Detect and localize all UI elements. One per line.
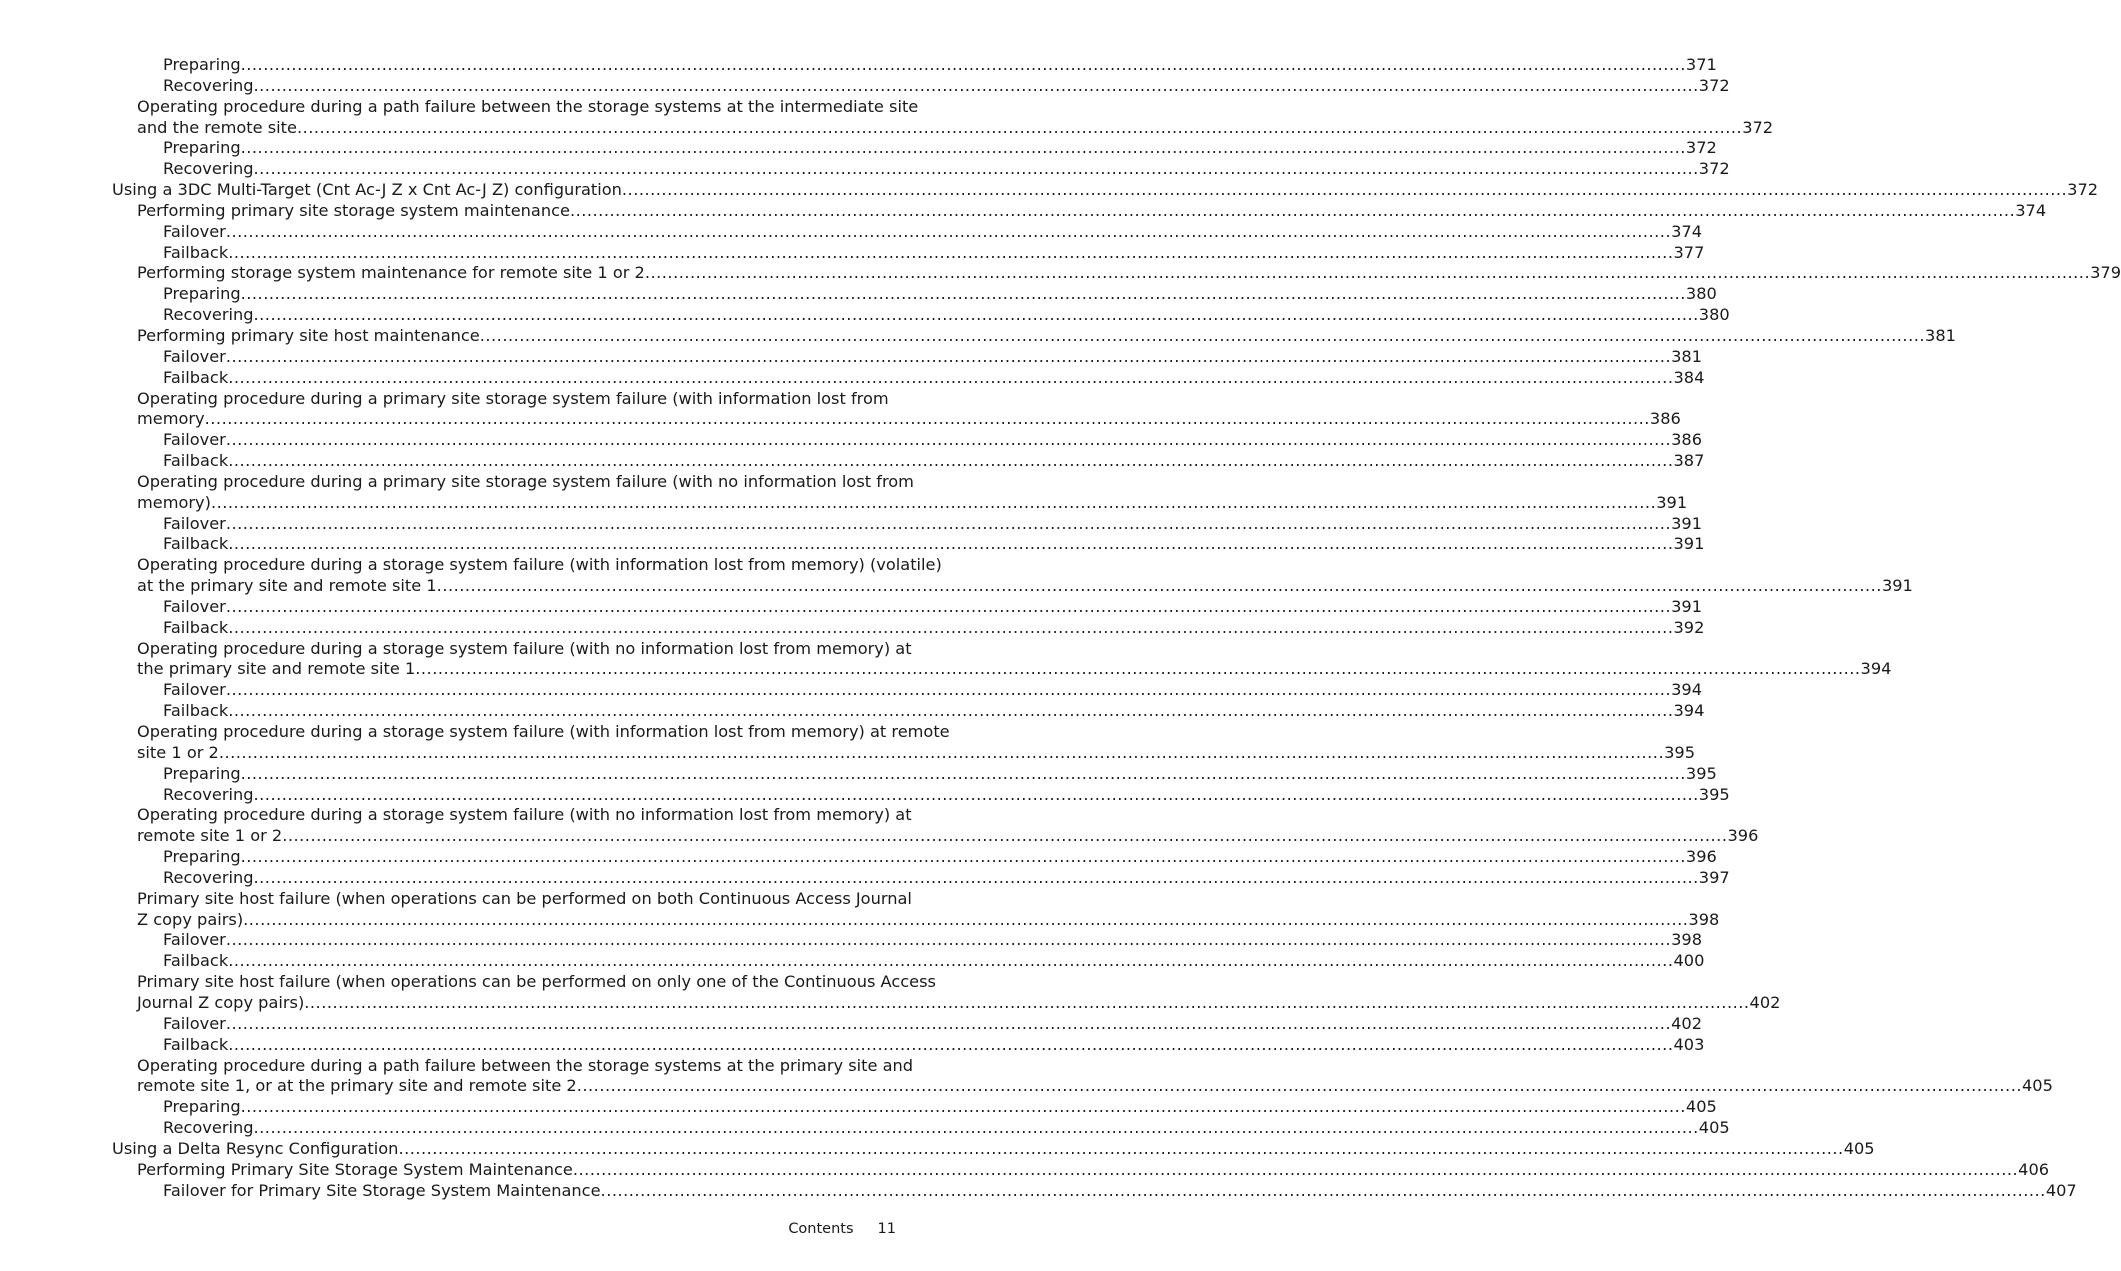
toc-entry-page-number: 391	[1656, 492, 1688, 512]
toc-entry[interactable]	[0, 701, 1705, 722]
toc-entry-title: Preparing	[163, 763, 241, 783]
toc-entry-title: Recovering	[163, 159, 254, 179]
toc-entry-page-number: 405	[1685, 1097, 1717, 1117]
toc-entry-line2	[137, 492, 1688, 514]
toc-entry[interactable]	[0, 471, 1688, 514]
toc-entry-page-number: 380	[1698, 305, 1730, 325]
toc-entry-page-number: 405	[1698, 1118, 1730, 1138]
dot-leader	[254, 785, 1699, 806]
toc-entry-page-number: 396	[1685, 847, 1717, 867]
dot-leader	[226, 347, 1671, 368]
toc-entry-page-number: 380	[1685, 284, 1717, 304]
toc-entry-page-number: 371	[1685, 55, 1717, 74]
toc-entry-title: Failback	[163, 701, 229, 721]
toc-entry-page-number: 374	[2015, 200, 2047, 220]
toc-entry[interactable]	[0, 180, 2099, 201]
dot-leader	[226, 680, 1671, 701]
toc-entry-title: Recovering	[163, 1118, 254, 1138]
toc-entry-page-number: 381	[1925, 325, 1956, 345]
toc-entry[interactable]	[0, 972, 1781, 1014]
toc-entry-title: Journal Z copy pairs)	[137, 992, 305, 1012]
toc-entry-title: Failback	[163, 951, 229, 971]
toc-entry-page-number: 396	[1727, 826, 1759, 846]
dot-leader	[228, 368, 1673, 389]
toc-entry-page-number: 394	[1671, 680, 1703, 700]
dot-leader	[398, 1139, 1843, 1160]
toc-entry-page-number: 403	[1673, 1034, 1705, 1054]
toc-entry-title: Performing Primary Site Storage System Maintenance	[137, 1159, 573, 1179]
toc-entry-page-number: 377	[1673, 242, 1705, 262]
toc-entry-title: Preparing	[163, 847, 241, 867]
toc-entry[interactable]	[0, 867, 1730, 889]
toc-entry-title: and the remote site	[137, 117, 297, 137]
dot-leader	[226, 430, 1671, 451]
dot-leader	[437, 576, 1882, 597]
toc-entry-title: Recovering	[163, 867, 254, 887]
toc-entry[interactable]	[0, 159, 1730, 180]
dot-leader	[205, 409, 1650, 430]
toc-entry-page-number: 395	[1685, 763, 1717, 783]
toc-entry[interactable]	[0, 430, 1703, 451]
toc-entry-page-number: 387	[1673, 451, 1705, 471]
toc-entry-page-number: 391	[1673, 534, 1705, 554]
toc-entry[interactable]	[0, 534, 1705, 555]
toc-entry-page-number: 394	[1673, 701, 1705, 721]
toc-entry-page-number: 402	[1749, 992, 1781, 1012]
dot-leader	[241, 1097, 1686, 1118]
toc-entry-page-number: 379	[2090, 263, 2121, 283]
toc-entry[interactable]	[0, 888, 1720, 931]
toc-entry-page-number: 372	[1742, 117, 1774, 137]
toc-entry[interactable]	[0, 930, 1703, 951]
toc-entry-title: Preparing	[163, 138, 241, 158]
toc-entry-page-number: 402	[1671, 1013, 1703, 1033]
dot-leader	[241, 847, 1686, 868]
dot-leader	[297, 118, 1742, 139]
toc-entry-title-line1: Operating procedure during a storage system failure (with information lost from memory) (volatile)	[137, 555, 942, 575]
toc-entry[interactable]	[0, 367, 1705, 389]
page-footer	[788, 1221, 896, 1237]
toc-entry-title-line1: Primary site host failure (when operations can be performed on only one of the Continuous Access	[137, 972, 936, 992]
footer-page-number: 11	[877, 1221, 896, 1237]
toc-entry-page-number: 398	[1671, 930, 1703, 950]
toc-entry-title: Preparing	[163, 284, 241, 304]
dot-leader	[577, 1076, 2022, 1097]
toc-entry[interactable]	[0, 1055, 2053, 1098]
toc-entry-title: memory	[137, 409, 205, 429]
toc-entry-title-line1: Operating procedure during a primary site storage system failure (with no information lost from	[137, 471, 914, 491]
toc-entry-page-number: 407	[2045, 1180, 2077, 1200]
toc-entry-page-number: 386	[1649, 409, 1681, 429]
toc-entry-title: Using a 3DC Multi-Target (Cnt Ac-J Z x Cnt Ac-J Z) configuration	[112, 180, 622, 200]
dot-leader	[241, 764, 1686, 785]
toc-entry-page-number: 406	[2018, 1159, 2050, 1179]
dot-leader	[228, 618, 1673, 639]
toc-entry[interactable]	[0, 1118, 1730, 1139]
toc-entry-title: Failover	[163, 930, 226, 950]
toc-entry-line2	[137, 826, 1759, 847]
toc-entry[interactable]	[0, 638, 1892, 681]
dot-leader	[254, 76, 1699, 97]
toc-entry[interactable]	[0, 242, 1705, 264]
toc-entry-title: the primary site and remote site 1	[137, 659, 416, 679]
toc-entry[interactable]	[0, 847, 1717, 868]
toc-entry-title: Failback	[163, 1034, 229, 1054]
dot-leader	[254, 159, 1699, 180]
toc-entry-title-line1: Primary site host failure (when operations can be performed on both Continuous Access Journal	[137, 888, 912, 908]
toc-entry-title-line1: Operating procedure during a primary site storage system failure (with information lost from	[137, 388, 889, 408]
dot-leader	[254, 1118, 1699, 1139]
toc-entry[interactable]	[0, 1034, 1705, 1056]
dot-leader	[228, 1035, 1673, 1056]
dot-leader	[226, 597, 1671, 618]
dot-leader	[228, 534, 1673, 555]
toc-entry-title-line1: Operating procedure during a storage system failure (with no information lost from memory) at	[137, 638, 912, 658]
toc-entry-title: Failover	[163, 221, 226, 241]
toc-entry[interactable]	[0, 325, 1956, 347]
toc-entry-title: Failover for Primary Site Storage System Maintenance	[163, 1180, 601, 1200]
toc-entry[interactable]	[0, 805, 1759, 847]
footer-label: Contents	[788, 1221, 854, 1237]
toc-entry-page-number: 405	[1843, 1138, 1875, 1158]
toc-entry-title: Failback	[163, 242, 229, 262]
toc-entry[interactable]	[0, 617, 1705, 639]
toc-entry-title: Failover	[163, 346, 226, 366]
toc-entry-title-line1: Operating procedure during a storage system failure (with no information lost from memory) at	[137, 805, 912, 825]
toc-entry-title: Failover	[163, 513, 226, 533]
toc-entry[interactable]	[0, 1097, 1717, 1118]
dot-leader	[241, 284, 1686, 305]
toc-entry-title: at the primary site and remote site 1	[137, 576, 437, 596]
dot-leader	[601, 1181, 2046, 1202]
toc-entry-title: Failover	[163, 430, 226, 450]
toc-entry-page-number: 391	[1881, 576, 1913, 596]
table-of-contents	[0, 55, 2121, 1201]
toc-entry-page-number: 395	[1664, 742, 1696, 762]
toc-entry-line2	[137, 659, 1892, 680]
dot-leader	[226, 222, 1671, 243]
toc-entry[interactable]	[0, 784, 1730, 806]
dot-leader	[228, 243, 1673, 264]
toc-entry-title: Failback	[163, 617, 229, 637]
toc-entry-title: Performing primary site host maintenance	[137, 325, 480, 345]
toc-entry-line2	[137, 576, 1913, 597]
toc-entry-title: Failback	[163, 451, 229, 471]
toc-entry[interactable]	[0, 200, 2047, 222]
dot-leader	[241, 138, 1686, 159]
dot-leader	[211, 493, 1656, 514]
dot-leader	[241, 55, 1686, 76]
toc-entry-title-line1: Operating procedure during a path failure between the storage systems at the intermediate site	[137, 96, 919, 116]
dot-leader	[645, 263, 2090, 284]
toc-entry-title: Recovering	[163, 784, 254, 804]
toc-entry-line2	[137, 409, 1681, 430]
toc-entry-title: Failover	[163, 1013, 226, 1033]
toc-entry[interactable]	[0, 55, 1717, 76]
toc-entry-line2	[137, 1076, 2053, 1097]
toc-entry-page-number: 398	[1688, 909, 1720, 929]
toc-entry[interactable]	[0, 1138, 1875, 1160]
toc-entry-line2	[137, 909, 1720, 931]
toc-entry[interactable]	[0, 555, 1913, 597]
toc-entry-page-number: 372	[1698, 159, 1730, 179]
toc-entry-page-number: 391	[1671, 596, 1703, 616]
toc-entry-page-number: 395	[1698, 784, 1730, 804]
dot-leader	[226, 1014, 1671, 1035]
toc-entry-line2	[137, 742, 1696, 764]
dot-leader	[226, 514, 1671, 535]
toc-entry-title: Failback	[163, 367, 229, 387]
toc-entry-title: Failback	[163, 534, 229, 554]
toc-entry[interactable]	[0, 722, 1696, 764]
toc-entry-title: Performing storage system maintenance for remote site 1 or 2	[137, 263, 645, 283]
toc-entry[interactable]	[0, 305, 1730, 326]
toc-entry-page-number: 374	[1671, 221, 1703, 241]
toc-entry[interactable]	[0, 75, 1730, 97]
toc-entry-title: Using a Delta Resync Configuration	[112, 1138, 399, 1158]
toc-entry-page-number: 405	[2022, 1076, 2053, 1096]
toc-entry[interactable]	[0, 596, 1703, 618]
toc-entry[interactable]	[0, 763, 1717, 785]
toc-entry[interactable]	[0, 284, 1717, 305]
toc-entry-title: Failover	[163, 680, 226, 700]
dot-leader	[228, 951, 1673, 972]
toc-entry[interactable]	[0, 138, 1717, 159]
toc-entry-page-number: 372	[1698, 75, 1730, 95]
toc-entry[interactable]	[0, 951, 1705, 972]
toc-entry[interactable]	[0, 96, 1774, 139]
toc-entry-page-number: 391	[1671, 513, 1703, 533]
toc-entry-title: Failover	[163, 596, 226, 616]
dot-leader	[570, 201, 2015, 222]
dot-leader	[228, 451, 1673, 472]
toc-entry-line2	[137, 992, 1781, 1014]
dot-leader	[243, 910, 1688, 931]
toc-entry-page-number: 386	[1671, 430, 1703, 450]
dot-leader	[226, 930, 1671, 951]
toc-entry-title: Performing primary site storage system maintenance	[137, 200, 570, 220]
toc-entry[interactable]	[0, 513, 1703, 535]
toc-entry-page-number: 372	[2067, 180, 2099, 200]
toc-entry-page-number: 400	[1673, 951, 1705, 971]
dot-leader	[622, 180, 2067, 201]
toc-entry-title: memory)	[137, 492, 211, 512]
dot-leader	[254, 305, 1699, 326]
toc-entry-page-number: 392	[1673, 617, 1705, 637]
toc-entry-title: site 1 or 2	[137, 742, 219, 762]
toc-entry[interactable]	[0, 1180, 2077, 1202]
toc-entry-line2	[137, 117, 1774, 139]
toc-entry-title: Preparing	[163, 1097, 241, 1117]
toc-entry[interactable]	[0, 346, 1703, 368]
toc-entry-page-number: 384	[1673, 367, 1705, 387]
toc-entry-page-number: 372	[1685, 138, 1717, 158]
toc-entry[interactable]	[0, 388, 1681, 431]
toc-entry-title: remote site 1 or 2	[137, 826, 283, 846]
toc-entry[interactable]	[0, 221, 1703, 243]
toc-entry[interactable]	[0, 263, 2121, 284]
dot-leader	[573, 1160, 2018, 1181]
dot-leader	[228, 701, 1673, 722]
toc-entry-title: remote site 1, or at the primary site and remote site 2	[137, 1076, 577, 1096]
dot-leader	[415, 659, 1860, 680]
toc-entry-title: Preparing	[163, 55, 241, 74]
toc-entry-title: Recovering	[163, 305, 254, 325]
toc-entry[interactable]	[0, 680, 1703, 701]
toc-entry-title-line1: Operating procedure during a storage system failure (with information lost from memory) at remote	[137, 722, 950, 741]
toc-entry[interactable]	[0, 1159, 2050, 1181]
dot-leader	[282, 826, 1727, 847]
toc-entry-page-number: 381	[1671, 346, 1703, 366]
dot-leader	[254, 868, 1699, 889]
toc-entry-title: Recovering	[163, 75, 254, 95]
dot-leader	[219, 743, 1664, 764]
toc-entry-page-number: 397	[1698, 867, 1730, 887]
toc-entry[interactable]	[0, 1013, 1703, 1035]
toc-entry-title-line1: Operating procedure during a path failure between the storage systems at the primary site and	[137, 1055, 914, 1075]
dot-leader	[480, 326, 1925, 347]
toc-entry-page-number: 394	[1860, 659, 1892, 679]
dot-leader	[304, 993, 1749, 1014]
toc-entry-title: Z copy pairs)	[137, 909, 244, 929]
toc-entry[interactable]	[0, 451, 1705, 472]
